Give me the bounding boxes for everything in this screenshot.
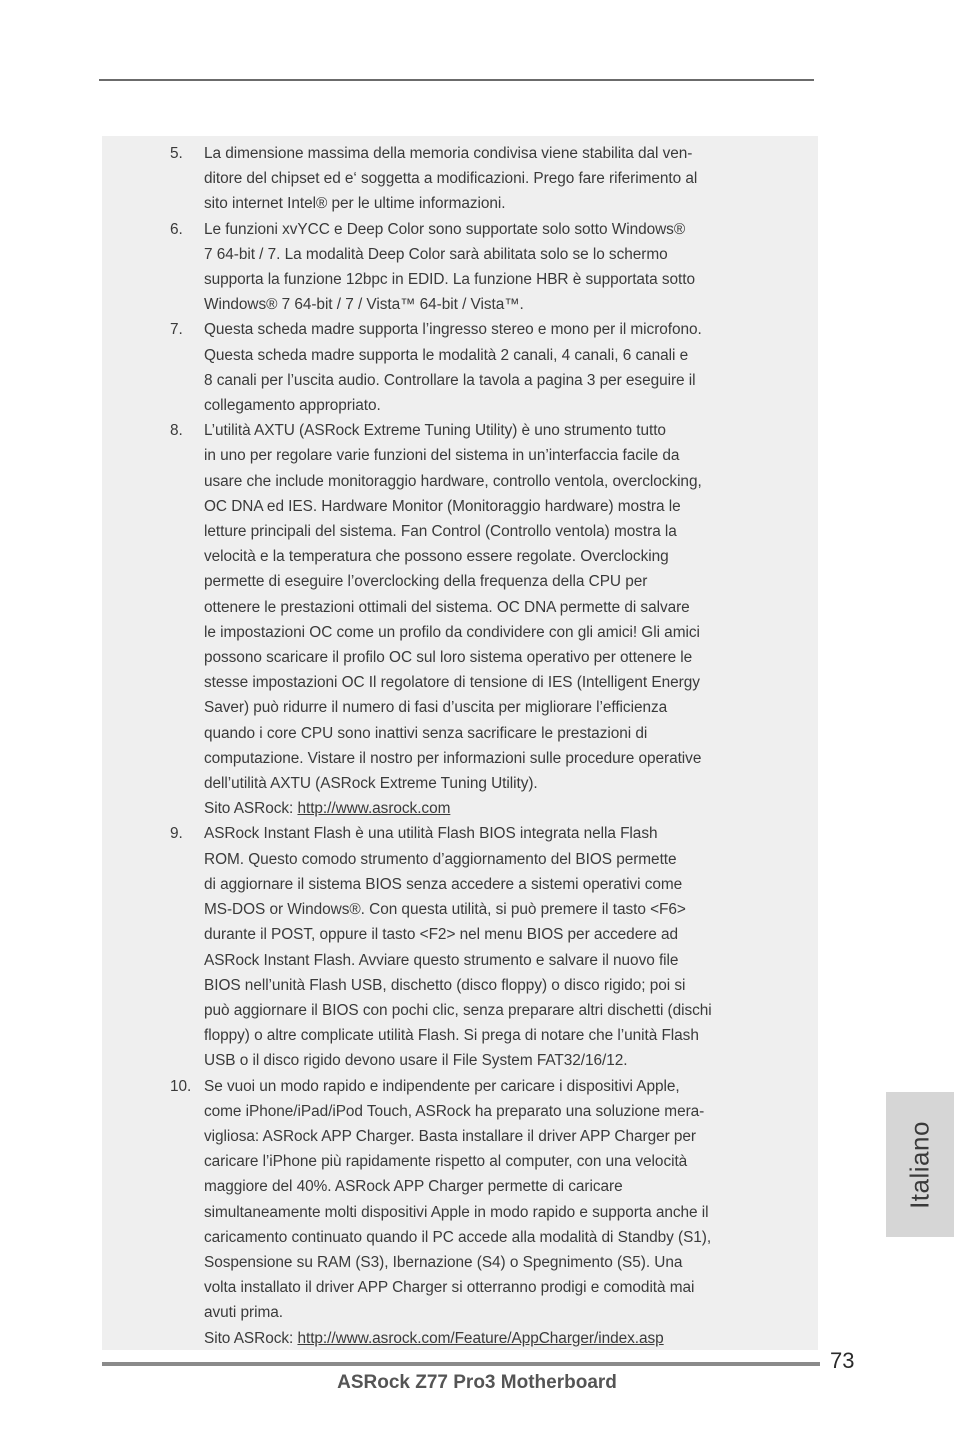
site-label: Sito ASRock: (204, 1329, 298, 1347)
list-item (170, 217, 774, 318)
site-label: Sito ASRock: (204, 800, 298, 818)
header-rule (99, 79, 814, 81)
item-number: 9. (170, 825, 183, 843)
site-line (204, 796, 774, 821)
notes-list (170, 141, 774, 1351)
list-item (170, 141, 774, 217)
item-text: Le funzioni xvYCC e Deep Color sono supportate solo sotto Windows® 7 64-bit / 7. La modalità Deep Color sarà abilitata solo se lo schermo supporta la funzione 12bpc in EDID. La funzione HBR è supportata sotto Windows® 7 64-bit / 7 / Vista™ 64-bit / Vista™. (204, 220, 696, 314)
list-item (170, 1074, 774, 1351)
item-number: 7. (170, 321, 183, 339)
item-number: 10. (170, 1077, 192, 1095)
site-line (204, 1326, 774, 1351)
list-item (170, 821, 774, 1073)
language-tab (886, 1092, 954, 1237)
item-number: 5. (170, 145, 183, 162)
page-number: 73 (830, 1348, 855, 1373)
footer-rule (102, 1362, 820, 1366)
item-text: ASRock Instant Flash è una utilità Flash BIOS integrata nella Flash ROM. Questo comodo strumento d’aggiornamento del BIOS permette di aggiornare il sistema BIOS senza accedere a sistemi operativi come MS-DOS or Windows®. Con questa utilità, si può premere il tasto <F6> durante il POST, oppure il tasto <F2> nel menu BIOS per accedere ad ASRock Instant Flash. Avviare questo strumento e salvare il nuovo file BIOS nell’unità Flash USB, dischetto (disco floppy) o disco rigido; poi si può aggiornare il BIOS con pochi clic, senza preparare altri dischetti (dischi floppy) o altre complicate utilità Flash. Si prega di notare che l’unità Flash USB o il disco rigido devono usare il File System FAT32/16/12. (204, 825, 712, 1070)
app-charger-link[interactable]: http://www.asrock.com/Feature/AppCharger/index.asp (297, 1329, 664, 1347)
item-text: La dimensione massima della memoria condivisa viene stabilita dal ven- ditore del chipset ed e‘ soggetta a modificazioni. Prego fare riferimento al sito internet Intel® per le ultime informazioni. (204, 145, 698, 213)
item-number: 6. (170, 220, 183, 238)
language-tab-label: Italiano (904, 1120, 935, 1209)
item-number: 8. (170, 422, 183, 440)
list-item (170, 418, 774, 821)
list-item (170, 317, 774, 418)
item-text: Se vuoi un modo rapido e indipendente per caricare i dispositivi Apple, come iPhone/iPad/iPod Touch, ASRock ha preparato una soluzione mera- vigliosa: ASRock APP Charger. Basta installare il driver APP Charger per caricare l’iPhone più rapidamente rispetto al computer, con una velocità maggiore del 40%. ASRock APP Charger permette di caricare simultaneamente molti dispositivi Apple in modo rapido e supporta anche il caricamento continuato quando il PC accede alla modalità di Standby (S1), Sospensione su RAM (S3), Ibernazione (S4) o Spegnimento (S5). Una volta installato il driver APP Charger si otterranno prodigi e comodità mai avuti prima. (204, 1077, 712, 1322)
footer-title-text: ASRock Z77 Pro3 Motherboard (337, 1372, 617, 1393)
asrock-site-link[interactable]: http://www.asrock.com (297, 800, 451, 818)
footer-title (0, 1372, 954, 1394)
item-text: Questa scheda madre supporta l’ingresso stereo e mono per il microfono. Questa scheda madre supporta le modalità 2 canali, 4 canali, 6 canali e 8 canali per l’uscita audio. Controllare la tavola a pagina 3 per eseguire il collegamento appropriato. (204, 321, 702, 415)
item-text: L’utilità AXTU (ASRock Extreme Tuning Utility) è uno strumento tutto in uno per regolare varie funzioni del sistema in un’interfaccia facile da usare che include monitoraggio hardware, controllo ventola, overclocking, OC DNA ed IES. Hardware Monitor (Monitoraggio hardware) mostra le letture principali del sistema. Fan Control (Controllo ventola) mostra la velocità e la temperatura che possono essere regolate. Overclocking permette di eseguire l’overclocking della frequenza della CPU per ottenere le prestazioni ottimali del sistema. OC DNA permette di salvare le impostazioni OC come un profilo da condividere con gli amici! Gli amici possono scaricare il profilo OC sul loro sistema operativo per ottenere le stesse impostazioni OC Il regolatore di tensione di IES (Intelligent Energy Saver) può ridurre il numero di fasi d’uscita per migliorare l’efficienza quando i core CPU sono inattivi senza sacrificare le prestazioni di computazione. Vistare il nostro per informazioni sulle procedure operative dell’utilità AXTU (ASRock Extreme Tuning Utility). (204, 422, 702, 793)
